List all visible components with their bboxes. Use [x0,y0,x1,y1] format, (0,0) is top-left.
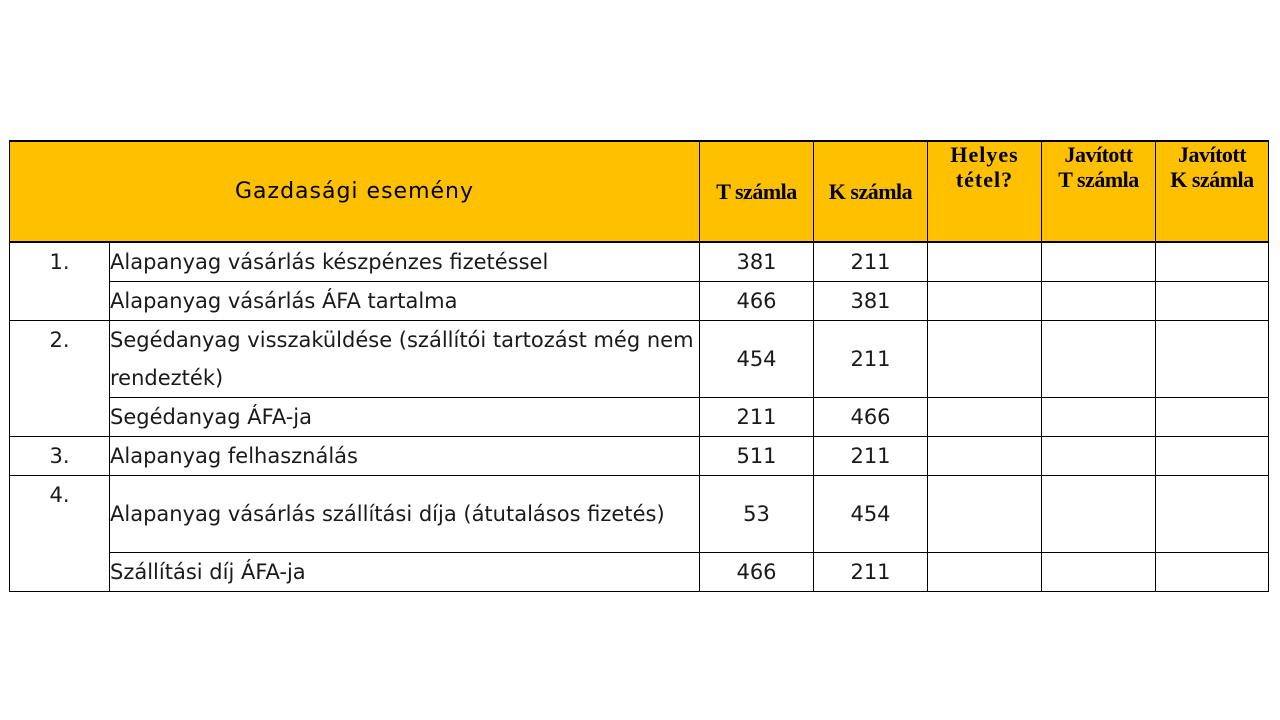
row-fixed-debit-cell[interactable] [1042,398,1156,437]
header-fixed-credit-line1: Javított [1177,142,1247,167]
row-fixed-debit-cell[interactable] [1042,553,1156,592]
table-row [10,553,1269,592]
row-number: 3. [10,437,110,476]
row-number: 2. [10,321,110,437]
row-correct-cell[interactable] [928,437,1042,476]
row-debit: 53 [700,476,814,553]
row-fixed-debit-cell[interactable] [1042,242,1156,282]
row-credit: 211 [814,242,928,282]
row-description: Segédanyag ÁFA-ja [110,398,700,437]
table-row [10,282,1269,321]
row-fixed-credit-cell[interactable] [1156,321,1269,398]
header-row [10,141,1269,242]
row-correct-cell[interactable] [928,321,1042,398]
row-debit: 454 [700,321,814,398]
row-credit: 454 [814,476,928,553]
header-correct [928,141,1042,242]
row-fixed-debit-cell[interactable] [1042,437,1156,476]
table-row [10,321,1269,398]
row-description: Alapanyag vásárlás szállítási díja (átutalásos fizetés) [110,476,700,553]
row-fixed-credit-cell[interactable] [1156,242,1269,282]
row-correct-cell[interactable] [928,398,1042,437]
header-fixed-credit [1156,141,1269,242]
header-fixed-debit-line2: T számla [1058,167,1139,192]
row-fixed-credit-cell[interactable] [1156,398,1269,437]
row-credit: 211 [814,321,928,398]
accounting-table [9,140,1269,592]
header-correct-line1: Helyes [950,142,1019,167]
row-description: Segédanyag visszaküldése (szállítói tartozást még nem rendezték) [110,321,700,398]
header-credit: K számla [814,141,928,242]
row-credit: 381 [814,282,928,321]
row-debit: 211 [700,398,814,437]
row-fixed-debit-cell[interactable] [1042,321,1156,398]
row-fixed-credit-cell[interactable] [1156,553,1269,592]
row-credit: 466 [814,398,928,437]
header-fixed-credit-line2: K számla [1170,167,1254,192]
row-debit: 466 [700,553,814,592]
table-row [10,398,1269,437]
row-fixed-debit-cell[interactable] [1042,282,1156,321]
row-credit: 211 [814,437,928,476]
row-correct-cell[interactable] [928,553,1042,592]
row-fixed-credit-cell[interactable] [1156,476,1269,553]
table-row [10,476,1269,553]
row-fixed-debit-cell[interactable] [1042,476,1156,553]
row-fixed-credit-cell[interactable] [1156,282,1269,321]
row-number: 1. [10,242,110,321]
row-number: 4. [10,476,110,592]
row-description: Alapanyag vásárlás készpénzes fizetéssel [110,242,700,282]
row-debit: 466 [700,282,814,321]
row-description: Szállítási díj ÁFA-ja [110,553,700,592]
row-debit: 381 [700,242,814,282]
row-debit: 511 [700,437,814,476]
header-correct-line2: tétel? [955,167,1014,192]
header-event: Gazdasági esemény [10,141,700,242]
table-row [10,242,1269,282]
row-correct-cell[interactable] [928,476,1042,553]
header-fixed-debit [1042,141,1156,242]
row-correct-cell[interactable] [928,282,1042,321]
row-fixed-credit-cell[interactable] [1156,437,1269,476]
header-debit: T számla [700,141,814,242]
row-description: Alapanyag vásárlás ÁFA tartalma [110,282,700,321]
header-fixed-debit-line1: Javított [1064,142,1133,167]
row-correct-cell[interactable] [928,242,1042,282]
row-credit: 211 [814,553,928,592]
table-row [10,437,1269,476]
row-description: Alapanyag felhasználás [110,437,700,476]
